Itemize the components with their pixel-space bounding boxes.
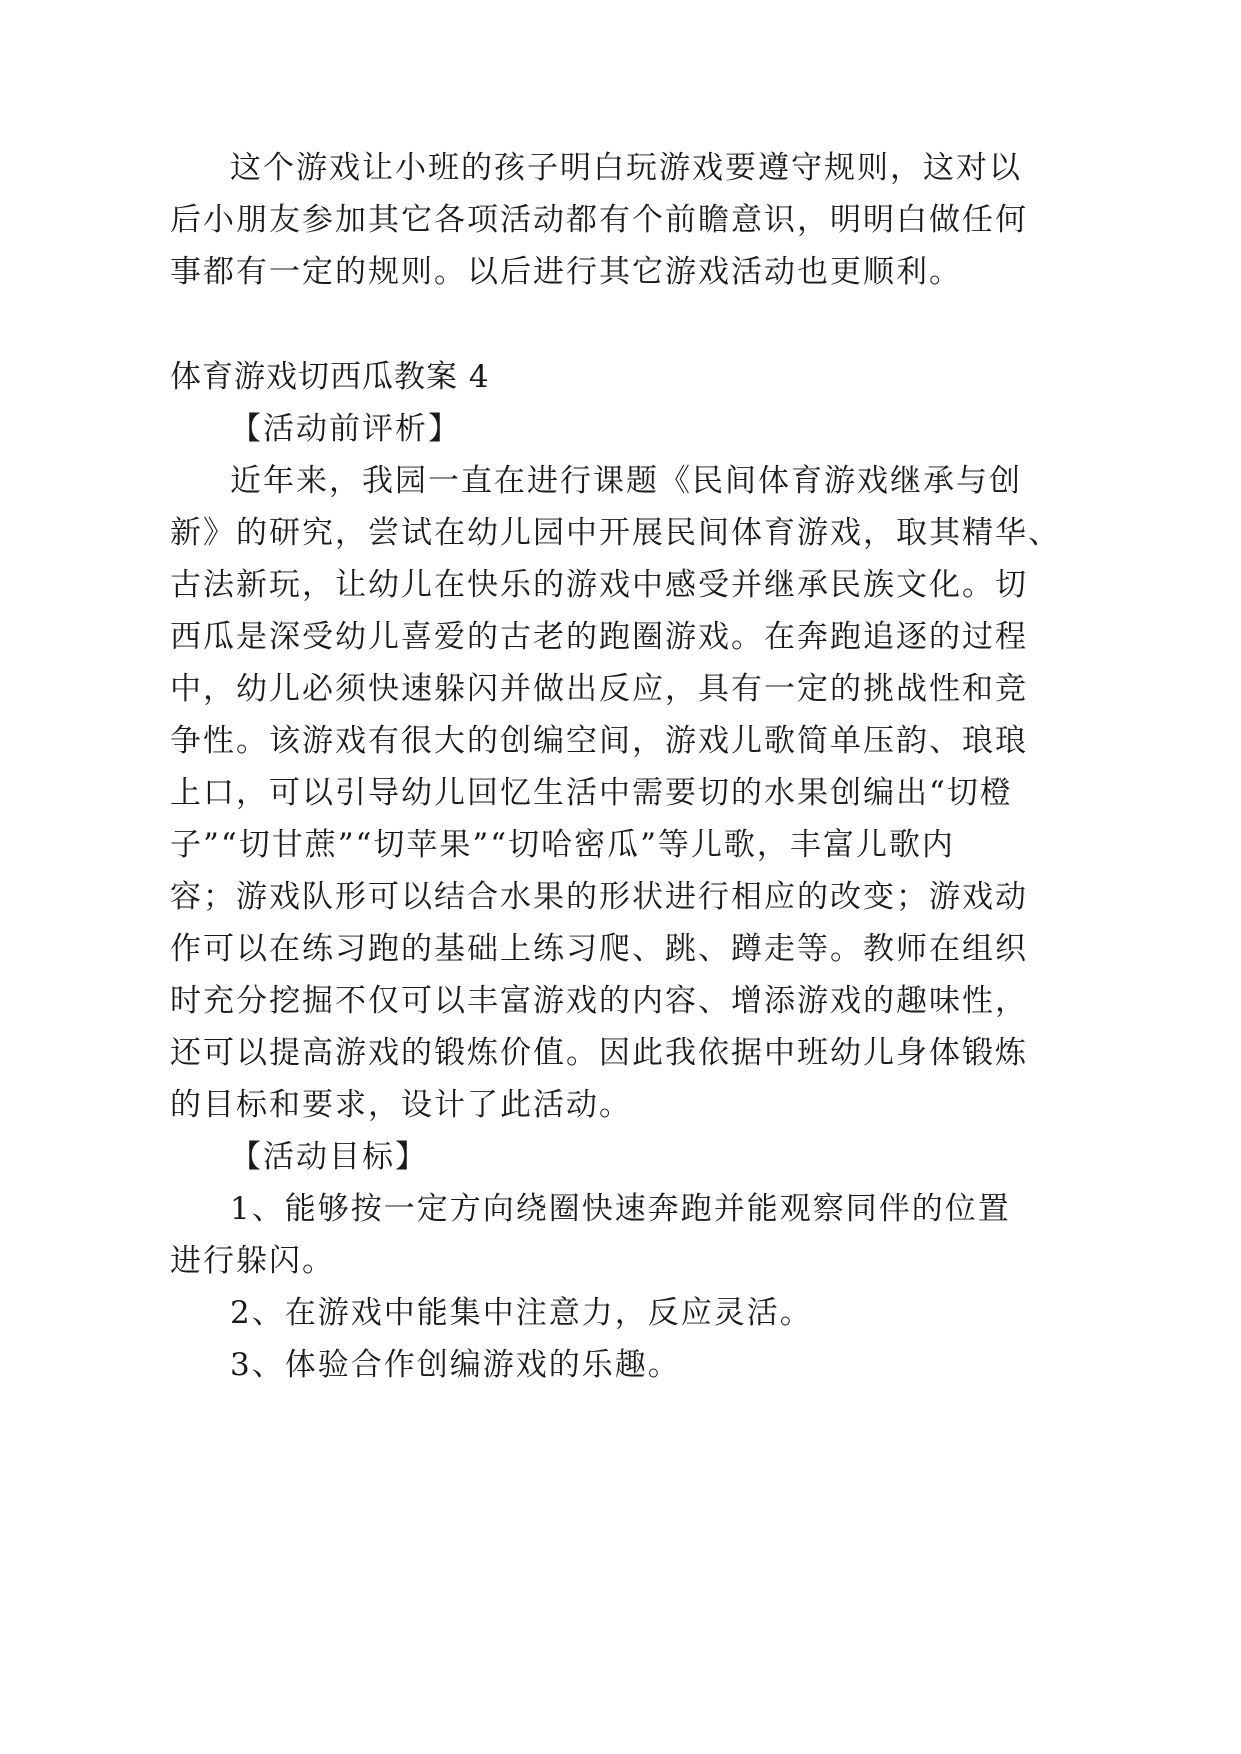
section-heading: 【活动前评析】 <box>230 411 461 447</box>
section-heading: 【活动目标】 <box>230 1139 428 1175</box>
text-line: 进行躲闪。 <box>170 1243 335 1279</box>
text-line: 2、在游戏中能集中注意力，反应灵活。 <box>230 1295 813 1331</box>
text-line: 事都有一定的规则。以后进行其它游戏活动也更顺利。 <box>170 254 962 290</box>
text-line: 1、能够按一定方向绕圈快速奔跑并能观察同伴的位置 <box>230 1191 1011 1227</box>
text-line: 的目标和要求，设计了此活动。 <box>170 1087 632 1123</box>
text-line: 近年来，我园一直在进行课题《民间体育游戏继承与创 <box>230 463 1022 499</box>
text-line: 后小朋友参加其它各项活动都有个前瞻意识，明明白做任何 <box>170 202 1028 238</box>
text-line: 还可以提高游戏的锻炼价值。因此我依据中班幼儿身体锻炼 <box>170 1035 1028 1071</box>
text-line: 西瓜是深受幼儿喜爱的古老的跑圈游戏。在奔跑追逐的过程 <box>170 619 1028 655</box>
text-line: 这个游戏让小班的孩子明白玩游戏要遵守规则，这对以 <box>230 150 1022 186</box>
text-line: 新》的研究，尝试在幼儿园中开展民间体育游戏，取其精华、 <box>170 515 1061 551</box>
text-line: 时充分挖掘不仅可以丰富游戏的内容、增添游戏的趣味性， <box>170 983 1028 1019</box>
text-line: 作可以在练习跑的基础上练习爬、跳、蹲走等。教师在组织 <box>170 931 1028 967</box>
section-title: 体育游戏切西瓜教案 4 <box>170 359 490 395</box>
text-line: 上口，可以引导幼儿回忆生活中需要切的水果创编出“切橙 <box>170 775 1013 811</box>
text-line: 容；游戏队形可以结合水果的形状进行相应的改变；游戏动 <box>170 879 1028 915</box>
text-line: 争性。该游戏有很大的创编空间，游戏儿歌简单压韵、琅琅 <box>170 723 1028 759</box>
text-line: 古法新玩，让幼儿在快乐的游戏中感受并继承民族文化。切 <box>170 567 1028 603</box>
text-line: 子”“切甘蔗”“切苹果”“切哈密瓜”等儿歌，丰富儿歌内 <box>170 827 955 863</box>
text-line: 3、体验合作创编游戏的乐趣。 <box>230 1347 681 1383</box>
text-line: 中，幼儿必须快速躲闪并做出反应，具有一定的挑战性和竞 <box>170 671 1028 707</box>
